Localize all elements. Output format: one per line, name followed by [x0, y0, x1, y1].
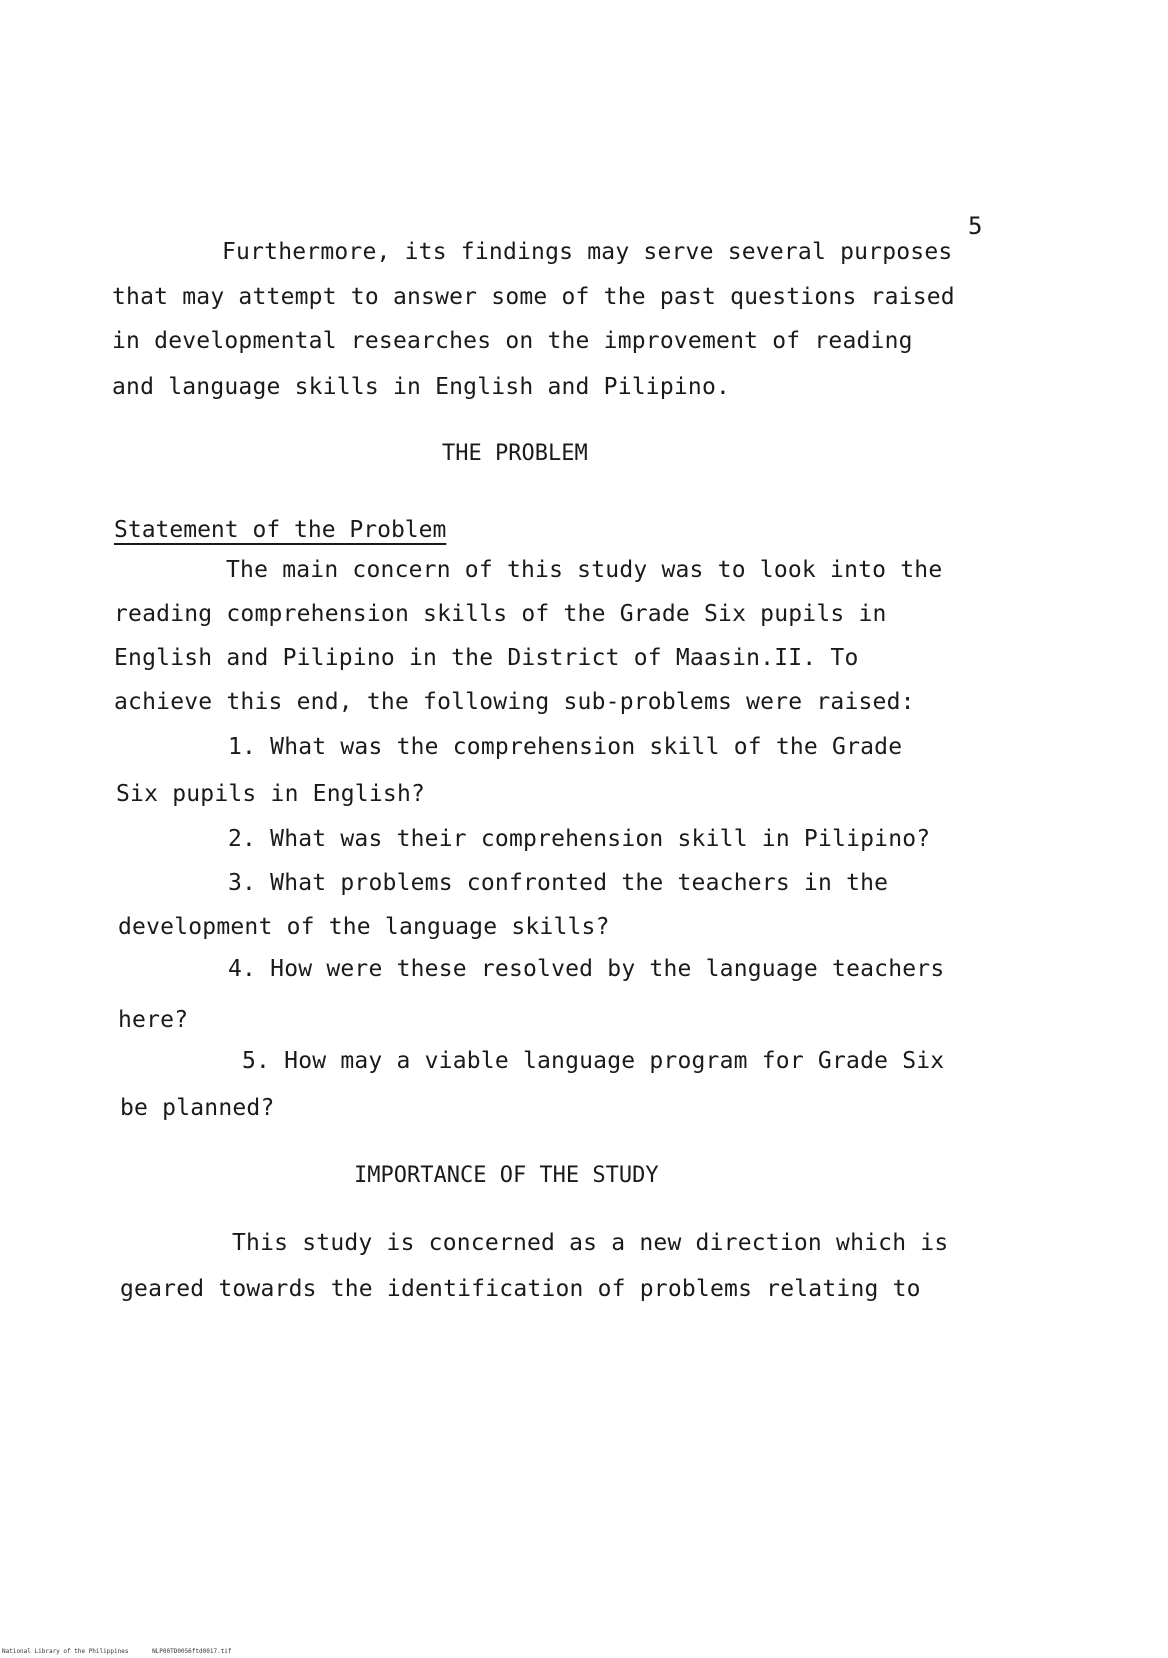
section-heading-importance: IMPORTANCE OF THE STUDY: [354, 1163, 659, 1188]
section-heading-problem: THE PROBLEM: [442, 441, 588, 466]
statement-line-1: The main concern of this study was to look into the: [226, 557, 943, 583]
footer-library: National Library of the Philippines: [2, 1648, 129, 1655]
footer-file: NLP00TD0056ftd0017.tif: [152, 1648, 232, 1655]
intro-line-4: and language skills in English and Pilipino.: [112, 374, 731, 400]
intro-line-2: that may attempt to answer some of the past questions raised: [112, 284, 955, 310]
page-number: 5: [968, 212, 983, 240]
sub-problem-1-line-1: 1. What was the comprehension skill of the Grade: [228, 734, 903, 760]
intro-line-3: in developmental researches on the improvement of reading: [112, 328, 913, 354]
statement-line-2: reading comprehension skills of the Grade Six pupils in: [114, 601, 887, 627]
sub-problem-4-line-2: here?: [118, 1007, 189, 1033]
sub-problem-1-line-2: Six pupils in English?: [116, 781, 426, 807]
sub-problem-5-line-2: be planned?: [120, 1095, 275, 1121]
scan-footer: [2, 1648, 252, 1656]
statement-line-3: English and Pilipino in the District of Maasin.II. To: [114, 645, 859, 671]
intro-line-1: Furthermore, its findings may serve several purposes: [222, 239, 953, 265]
sub-problem-4-line-1: 4. How were these resolved by the language teachers: [228, 956, 945, 982]
sub-problem-2-line-1: 2. What was their comprehension skill in Pilipino?: [228, 826, 931, 852]
statement-line-4: achieve this end, the following sub-problems were raised:: [114, 689, 915, 715]
sub-problem-5-line-1: 5. How may a viable language program for Grade Six: [242, 1048, 945, 1074]
sub-problem-3-line-1: 3. What problems confronted the teachers in the: [228, 870, 889, 896]
sub-problem-3-line-2: development of the language skills?: [118, 914, 610, 940]
importance-line-2: geared towards the identification of problems relating to: [120, 1276, 921, 1302]
subsection-heading-statement: Statement of the Problem: [114, 517, 447, 543]
importance-line-1: This study is concerned as a new direction which is: [232, 1230, 949, 1256]
